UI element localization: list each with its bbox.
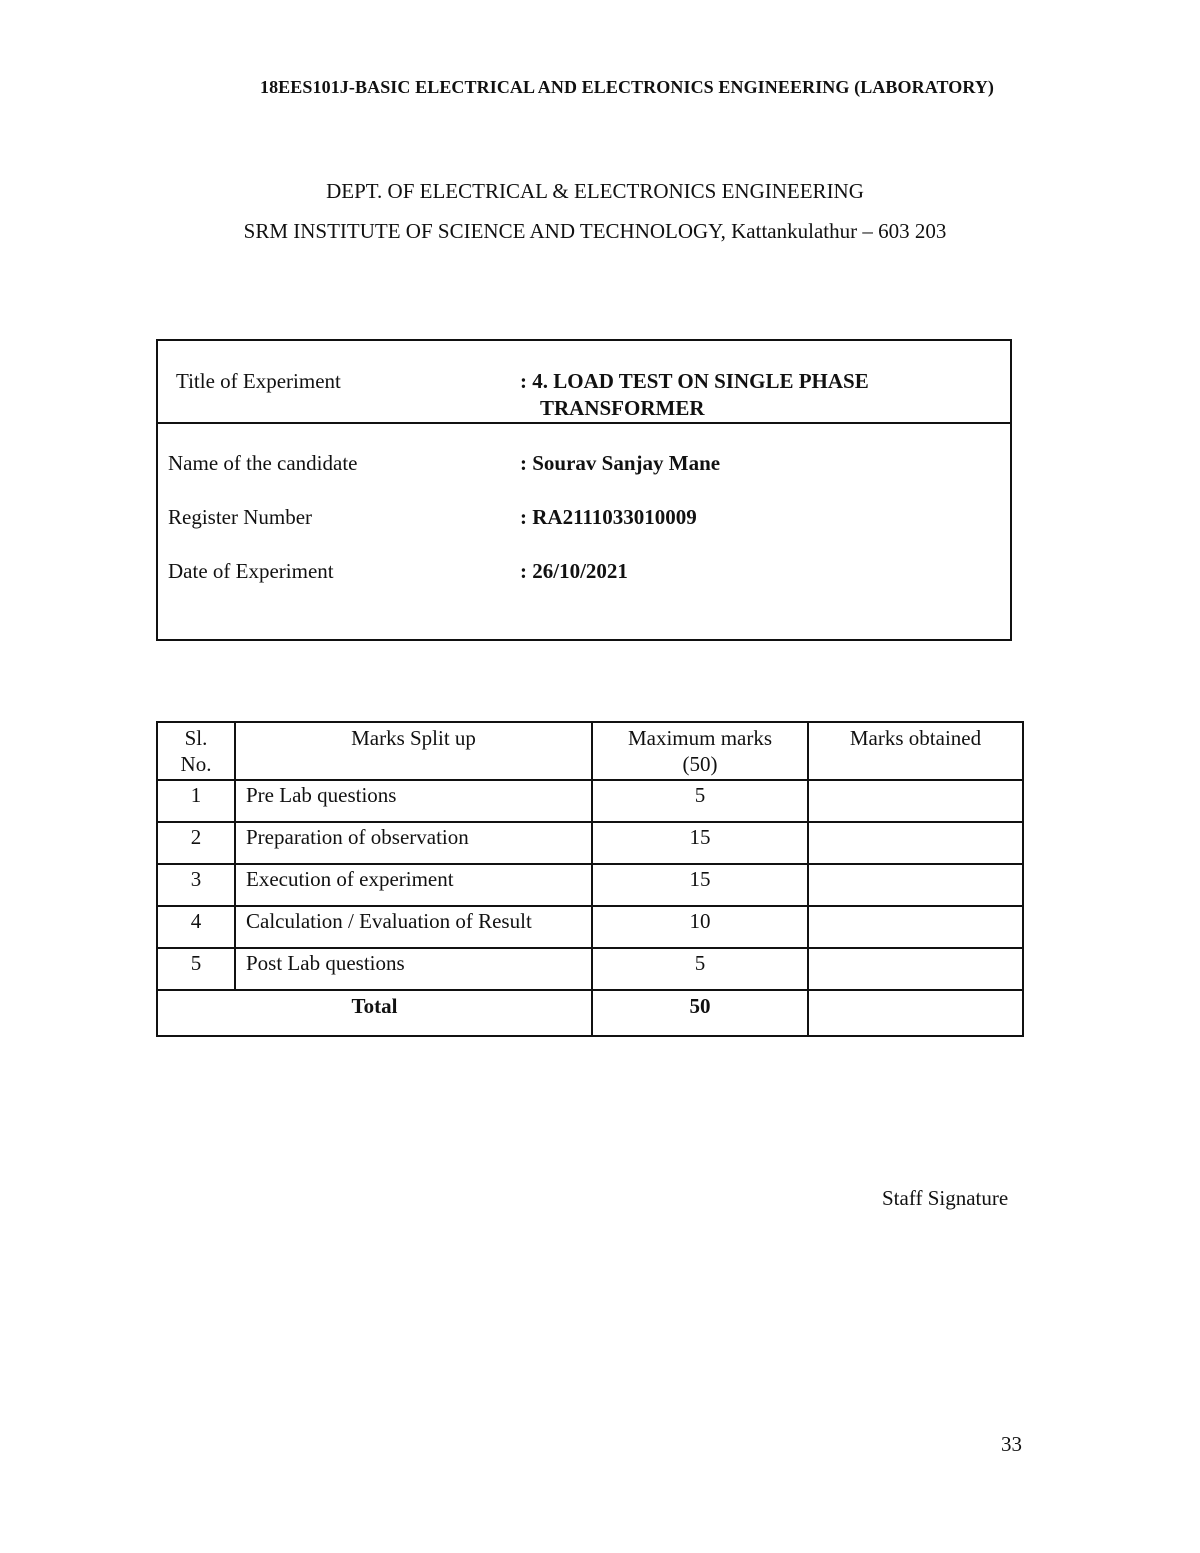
header-marks-split: Marks Split up bbox=[235, 722, 592, 780]
table-row bbox=[157, 822, 1023, 864]
total-row bbox=[157, 990, 1023, 1036]
department-name: DEPT. OF ELECTRICAL & ELECTRONICS ENGINEERING bbox=[326, 179, 864, 203]
table-row bbox=[157, 948, 1023, 990]
table-header-row bbox=[157, 722, 1023, 780]
row-max-marks: 15 bbox=[592, 864, 808, 906]
staff-signature-label: Staff Signature bbox=[882, 1186, 1009, 1210]
candidate-name-value: : Sourav Sanjay Mane bbox=[520, 451, 721, 475]
row-item: Post Lab questions bbox=[235, 948, 592, 990]
title-of-experiment-value-line2: TRANSFORMER bbox=[540, 396, 705, 420]
row-marks-obtained bbox=[808, 948, 1023, 990]
row-item: Preparation of observation bbox=[235, 822, 592, 864]
institute-name: SRM INSTITUTE OF SCIENCE AND TECHNOLOGY, Kattankulathur – 603 203 bbox=[243, 219, 947, 243]
page-number: 33 bbox=[1001, 1432, 1022, 1456]
register-number-label: Register Number bbox=[168, 505, 313, 529]
register-number-value: : RA2111033010009 bbox=[520, 505, 697, 529]
table-row bbox=[157, 780, 1023, 822]
title-of-experiment-value-line1: : 4. LOAD TEST ON SINGLE PHASE bbox=[520, 369, 869, 393]
row-sl: 4 bbox=[157, 906, 235, 948]
row-max-marks: 15 bbox=[592, 822, 808, 864]
header-sl-line2: No. bbox=[180, 752, 212, 776]
row-marks-obtained bbox=[808, 822, 1023, 864]
date-of-experiment-label: Date of Experiment bbox=[168, 559, 334, 583]
marks-table bbox=[156, 721, 1024, 1037]
row-max-marks: 10 bbox=[592, 906, 808, 948]
header-marks-obtained: Marks obtained bbox=[808, 722, 1023, 780]
row-marks-obtained bbox=[808, 780, 1023, 822]
course-header: 18EES101J-BASIC ELECTRICAL AND ELECTRONICS ENGINEERING (LABORATORY) bbox=[259, 77, 995, 97]
header-sl-line1: Sl. bbox=[184, 726, 208, 750]
row-item: Calculation / Evaluation of Result bbox=[235, 906, 592, 948]
row-item: Execution of experiment bbox=[235, 864, 592, 906]
header-maximum-marks bbox=[592, 722, 808, 780]
candidate-name-label: Name of the candidate bbox=[168, 451, 358, 475]
row-item: Pre Lab questions bbox=[235, 780, 592, 822]
header-max-line1: Maximum marks bbox=[627, 726, 773, 750]
header-sl-no bbox=[157, 722, 235, 780]
total-max-marks: 50 bbox=[592, 990, 808, 1036]
info-box-divider bbox=[156, 422, 1012, 424]
row-marks-obtained bbox=[808, 864, 1023, 906]
row-sl: 2 bbox=[157, 822, 235, 864]
row-sl: 5 bbox=[157, 948, 235, 990]
total-label: Total bbox=[157, 990, 592, 1036]
total-marks-obtained bbox=[808, 990, 1023, 1036]
row-sl: 3 bbox=[157, 864, 235, 906]
row-sl: 1 bbox=[157, 780, 235, 822]
date-of-experiment-value: : 26/10/2021 bbox=[520, 559, 628, 583]
header-max-line2: (50) bbox=[682, 752, 718, 776]
table-row bbox=[157, 906, 1023, 948]
row-max-marks: 5 bbox=[592, 780, 808, 822]
title-of-experiment-label: Title of Experiment bbox=[176, 369, 341, 393]
row-marks-obtained bbox=[808, 906, 1023, 948]
row-max-marks: 5 bbox=[592, 948, 808, 990]
table-row bbox=[157, 864, 1023, 906]
